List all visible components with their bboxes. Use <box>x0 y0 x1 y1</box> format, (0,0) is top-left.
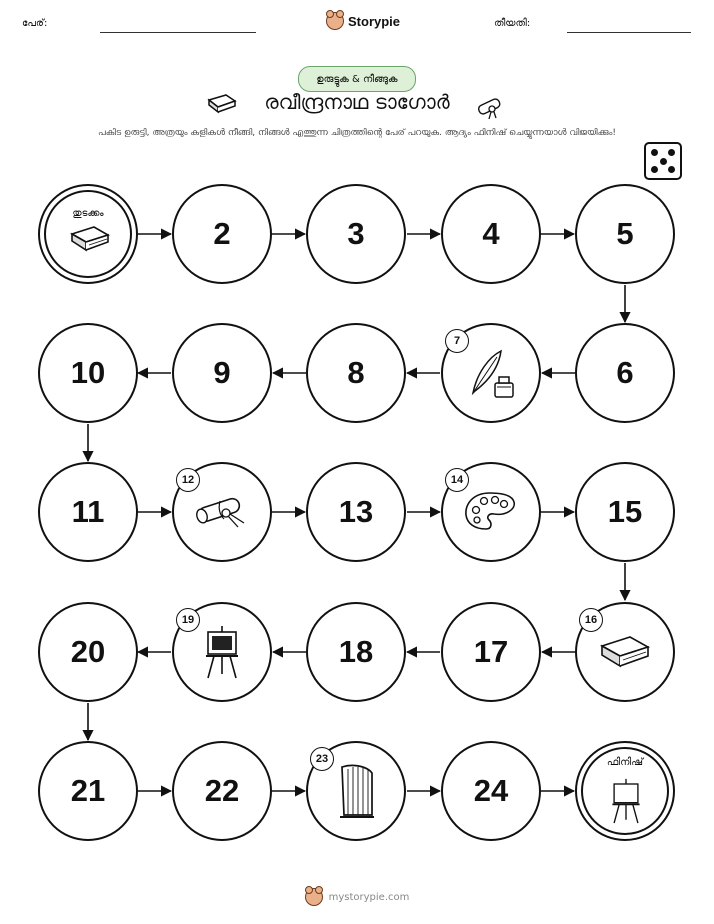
space-number: 6 <box>616 355 634 390</box>
activity-tag: ഉരുട്ടുക & നീങ്ങുക <box>298 66 416 92</box>
space-number: 24 <box>473 773 509 808</box>
space-16 <box>575 602 675 702</box>
space-number: 13 <box>338 494 374 529</box>
space-number: 10 <box>70 355 106 390</box>
space-badge: 19 <box>176 608 200 632</box>
space-13 <box>306 462 406 562</box>
diploma-scroll-icon <box>190 487 254 537</box>
footer-url: mystorypie.com <box>328 891 410 903</box>
space-17 <box>441 602 541 702</box>
space-badge: 12 <box>176 468 200 492</box>
space-number: 2 <box>213 216 231 251</box>
finish-space <box>575 741 675 841</box>
footer <box>0 888 714 906</box>
space-14 <box>441 462 541 562</box>
easel-icon <box>202 624 242 680</box>
space-number: 4 <box>482 216 500 251</box>
space-3 <box>306 184 406 284</box>
space-9 <box>172 323 272 423</box>
bear-logo-icon <box>305 888 323 906</box>
space-number: 18 <box>338 634 374 669</box>
space-number: 21 <box>70 773 106 808</box>
name-label: പേര്: <box>22 18 48 29</box>
space-7 <box>441 323 541 423</box>
space-12 <box>172 462 272 562</box>
space-10 <box>38 323 138 423</box>
easel-icon <box>609 777 643 825</box>
space-19 <box>172 602 272 702</box>
space-8 <box>306 323 406 423</box>
space-5 <box>575 184 675 284</box>
space-23 <box>306 741 406 841</box>
space-badge: 23 <box>310 747 334 771</box>
book-icon <box>598 632 652 672</box>
space-badge: 7 <box>445 329 469 353</box>
quill-inkwell-icon <box>461 343 521 403</box>
book-icon <box>68 224 112 258</box>
space-18 <box>306 602 406 702</box>
space-number: 15 <box>607 494 643 529</box>
space-15 <box>575 462 675 562</box>
finish-label: ഫിനിഷ് <box>606 757 644 768</box>
space-number: 11 <box>71 494 105 529</box>
space-number: 22 <box>204 773 240 808</box>
brand-name: Storypie <box>348 13 401 29</box>
space-number: 17 <box>473 634 509 669</box>
space-11 <box>38 462 138 562</box>
harp-icon <box>334 761 378 821</box>
start-label: തുടക്കം <box>72 208 104 219</box>
space-6 <box>575 323 675 423</box>
space-badge: 16 <box>579 608 603 632</box>
date-label: തീയതി: <box>494 18 531 29</box>
instructions: പകിട ഉരുട്ടി, അത്രയും കളികൾ നീങ്ങി, നിങ്ങൾ എത്തുന്ന ചിത്രത്തിന്റെ പേര് പറയുക. ആദ്യം ഫിനിഷ് ചെയ്യുന്നയാൾ വിജയിക്കും! <box>98 128 616 138</box>
space-2 <box>172 184 272 284</box>
space-badge: 14 <box>445 468 469 492</box>
space-number: 5 <box>616 216 634 251</box>
space-4 <box>441 184 541 284</box>
space-number: 9 <box>213 355 231 390</box>
space-number: 3 <box>347 216 365 251</box>
space-number: 8 <box>347 355 365 390</box>
space-21 <box>38 741 138 841</box>
space-24 <box>441 741 541 841</box>
space-number: 20 <box>70 634 106 669</box>
paint-palette-icon <box>462 489 520 535</box>
space-20 <box>38 602 138 702</box>
page-title: രവീന്ദ്രനാഥ ടാഗോർ <box>264 90 450 114</box>
start-space <box>38 184 138 284</box>
space-22 <box>172 741 272 841</box>
